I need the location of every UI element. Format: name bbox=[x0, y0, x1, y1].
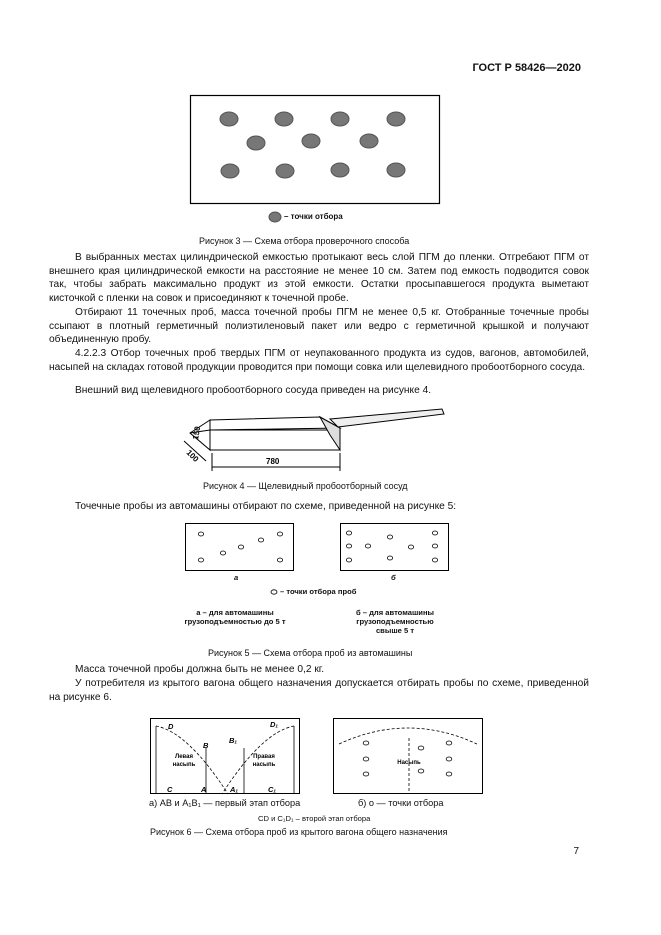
paragraph-1: В выбранных местах цилиндрической емкостью протыкают весь слой ПГМ до пленки. Отгребают ПГМ от внешнего края цилиндрической емкости на расстояние не менее 10 см. Затем под емкость подводится совок так, чтобы забрать максимально продукт из этой емкости. Остатки просыпавшегося продукта выметают кисточкой с пленки на совок и присоединяют к точечной пробе. bbox=[49, 252, 589, 304]
paragraph-4: Внешний вид щелевидного пробоотборного сосуда приведен на рисунке 4. bbox=[75, 385, 432, 396]
fig3-legend: – точки отбора bbox=[284, 212, 343, 221]
paragraph-2: Отбирают 11 точечных проб, масса точечной пробы ПГМ не менее 0,5 кг. Отобранные точечные пробы ссыпают в плотный герметичный полиэтиленовый пакет или ведро с герметичной крышкой и получают объединенную пробу. bbox=[49, 307, 589, 346]
sample-point bbox=[220, 112, 238, 126]
dim-height: 150 bbox=[191, 425, 203, 441]
sample-point bbox=[387, 112, 405, 126]
svg-text:насыпь: насыпь bbox=[172, 762, 196, 768]
sample-point bbox=[331, 112, 349, 126]
sample-point bbox=[221, 164, 239, 178]
fig6-caption: Рисунок 6 — Схема отбора проб из крытого вагона общего назначения bbox=[150, 827, 448, 837]
sample-point bbox=[276, 164, 294, 178]
paragraph-7: У потребителя из крытого вагона общего назначения допускается отбирать пробы по схеме, приведенной на рисунке 6. bbox=[49, 678, 589, 703]
dim-depth: 100 bbox=[184, 448, 201, 464]
fig6-sub-a: а) AB и A₁B₁ — первый этап отбора bbox=[149, 798, 301, 808]
point-C: C bbox=[167, 785, 173, 794]
svg-text:насыпь: насыпь bbox=[252, 762, 276, 768]
paragraph-3: 4.2.2.3 Отбор точечных проб твердых ПГМ от неупакованного продукта из судов, вагонов, автомобилей, насыпей на складах готовой продукции проводится при помощи совка или щелевидного пробоотборного сосуда. bbox=[49, 348, 589, 373]
fig6-sub-b: б) о — точки отбора bbox=[358, 798, 444, 808]
figure-5a-truck-diagram bbox=[185, 523, 295, 573]
sample-point bbox=[360, 134, 378, 148]
dim-length: 780 bbox=[266, 457, 280, 466]
fig5-label-a: а bbox=[234, 573, 239, 582]
point-B: B bbox=[203, 741, 209, 750]
point-C1: C₁ bbox=[268, 785, 277, 794]
point-A: A bbox=[201, 785, 207, 794]
legend-point-icon bbox=[268, 211, 282, 223]
sample-point bbox=[387, 163, 405, 177]
point-D1: D₁ bbox=[270, 720, 279, 729]
left-bank-label: Левая bbox=[175, 754, 193, 760]
figure-6a-wagon-diagram bbox=[150, 718, 300, 800]
figure-6b-wagon-diagram bbox=[333, 718, 483, 800]
fig3-caption: Рисунок 3 — Схема отбора проверочного способа bbox=[199, 236, 410, 246]
figure-3-diagram bbox=[190, 95, 440, 205]
sample-point bbox=[275, 112, 293, 126]
page-number: 7 bbox=[573, 846, 579, 857]
figure-4-scoop-diagram bbox=[180, 405, 460, 485]
right-bank-label: Правая bbox=[253, 754, 275, 760]
middle-bank-label: Насыпь bbox=[397, 760, 421, 766]
paragraph-5: Точечные пробы из автомашины отбирают по схеме, приведенной на рисунке 5: bbox=[75, 501, 457, 512]
figure-5b-truck-diagram bbox=[340, 523, 450, 573]
paragraph-6: Масса точечной пробы должна быть не менее 0,2 кг. bbox=[75, 664, 325, 675]
fig5-desc-b: б – для автомашины грузоподъемностью свыше 5 т bbox=[355, 608, 435, 635]
point-B1: B₁ bbox=[229, 736, 238, 745]
point-D: D bbox=[168, 722, 174, 731]
fig5-legend: – точки отбора проб bbox=[280, 587, 357, 596]
fig5-label-b: б bbox=[391, 573, 396, 582]
fig6-second-stage: CD и C₁D₁ – второй этап отбора bbox=[258, 814, 371, 823]
fig4-caption: Рисунок 4 — Щелевидный пробоотборный сосуд bbox=[203, 481, 408, 491]
sample-point bbox=[247, 136, 265, 150]
standard-header: ГОСТ Р 58426—2020 bbox=[472, 62, 581, 74]
fig5-desc-a: а – для автомашины грузоподъемностью до 5 т bbox=[184, 608, 286, 626]
legend-empty-point-icon bbox=[269, 588, 279, 596]
sample-point bbox=[302, 134, 320, 148]
fig5-caption: Рисунок 5 — Схема отбора проб из автомашины bbox=[208, 648, 413, 658]
sample-point bbox=[331, 163, 349, 177]
point-A1: A₁ bbox=[230, 785, 239, 794]
